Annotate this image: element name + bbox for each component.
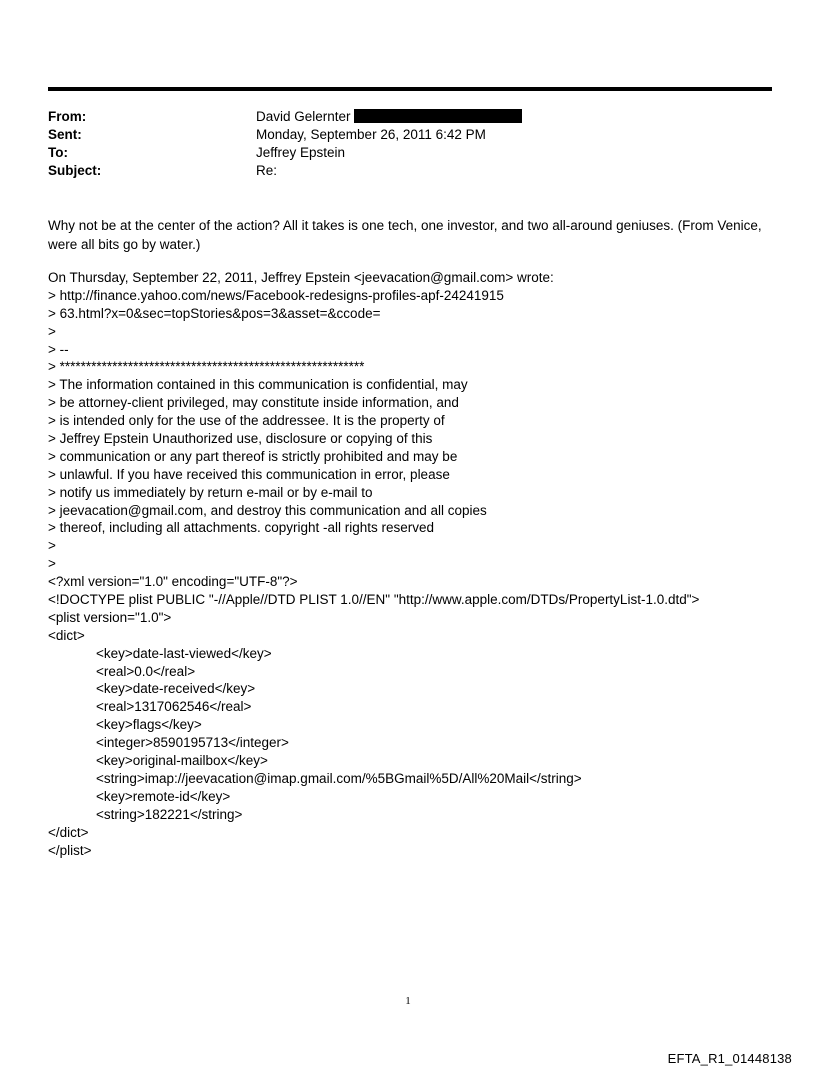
sent-label: Sent: — [48, 127, 82, 142]
body-line: > The information contained in this communication is confidential, may — [48, 377, 468, 393]
email-body — [48, 216, 778, 859]
body-line: > thereof, including all attachments. copyright -all rights reserved — [48, 520, 435, 536]
from-value — [256, 108, 772, 126]
body-line: > ********************************************************** — [48, 359, 365, 375]
body-line: <string>182221</string> — [96, 806, 243, 822]
body-line: </plist> — [48, 842, 92, 858]
body-line: <key>date-last-viewed</key> — [96, 645, 272, 661]
body-line: <key>flags</key> — [96, 717, 202, 733]
body-line: > jeevacation@gmail.com, and destroy this communication and all copies — [48, 502, 487, 518]
body-line: > — [48, 556, 56, 572]
body-line: <dict> — [48, 627, 85, 643]
body-line: <real>1317062546</real> — [96, 699, 252, 715]
redaction-bar — [354, 109, 522, 123]
body-line: <integer>8590195713</integer> — [96, 735, 289, 751]
sent-row — [48, 126, 772, 144]
from-row — [48, 108, 772, 126]
body-line: > — [48, 538, 56, 554]
to-value: Jeffrey Epstein — [256, 145, 346, 160]
body-line: <plist version="1.0"> — [48, 609, 172, 625]
body-line: <string>imap://jeevacation@imap.gmail.com/%5BGmail%5D/All%20Mail</string> — [96, 770, 582, 786]
page-number: 1 — [405, 995, 411, 1007]
quoted-block — [48, 269, 778, 859]
body-line: > http://finance.yahoo.com/news/Facebook-redesigns-profiles-apf-24241915 — [48, 287, 504, 303]
body-line: > -- — [48, 341, 69, 357]
body-line: > communication or any part thereof is strictly prohibited and may be — [48, 448, 458, 464]
email-header — [48, 108, 772, 180]
to-label: To: — [48, 145, 68, 160]
body-line: On Thursday, September 22, 2011, Jeffrey Epstein <jeevacation@gmail.com> wrote: — [48, 270, 554, 285]
body-line: > is intended only for the use of the addressee. It is the property of — [48, 413, 445, 429]
body-line: > 63.html?x=0&sec=topStories&pos=3&asset=&ccode= — [48, 305, 381, 321]
from-label: From: — [48, 109, 87, 124]
to-row — [48, 144, 772, 162]
document-id: EFTA_R1_01448138 — [667, 1051, 792, 1066]
body-line: > notify us immediately by return e-mail or by e-mail to — [48, 484, 373, 500]
body-line: <key>date-received</key> — [96, 681, 256, 697]
body-line: <key>original-mailbox</key> — [96, 753, 268, 769]
body-line: </dict> — [48, 824, 89, 840]
body-line: <!DOCTYPE plist PUBLIC "-//Apple//DTD PLIST 1.0//EN" "http://www.apple.com/DTDs/PropertyList-1.0.dtd"> — [48, 592, 700, 608]
subject-label: Subject: — [48, 163, 102, 178]
body-line: <real>0.0</real> — [96, 663, 196, 679]
body-line: > Jeffrey Epstein Unauthorized use, disclosure or copying of this — [48, 431, 433, 447]
body-line: <?xml version="1.0" encoding="UTF-8"?> — [48, 574, 298, 590]
body-line: > be attorney-client privileged, may constitute inside information, and — [48, 395, 459, 411]
body-line: <key>remote-id</key> — [96, 788, 231, 804]
sender-name: David Gelernter — [256, 109, 351, 124]
subject-value: Re: — [256, 163, 278, 178]
sent-value: Monday, September 26, 2011 6:42 PM — [256, 127, 486, 142]
reply-paragraph: Why not be at the center of the action? All it takes is one tech, one investor, and two all-around geniuses. (From Venice, were all bits go by water.) — [48, 218, 762, 252]
subject-row — [48, 162, 772, 180]
body-line: > — [48, 323, 56, 339]
body-line: > unlawful. If you have received this communication in error, please — [48, 466, 450, 482]
header-rule — [48, 87, 772, 91]
